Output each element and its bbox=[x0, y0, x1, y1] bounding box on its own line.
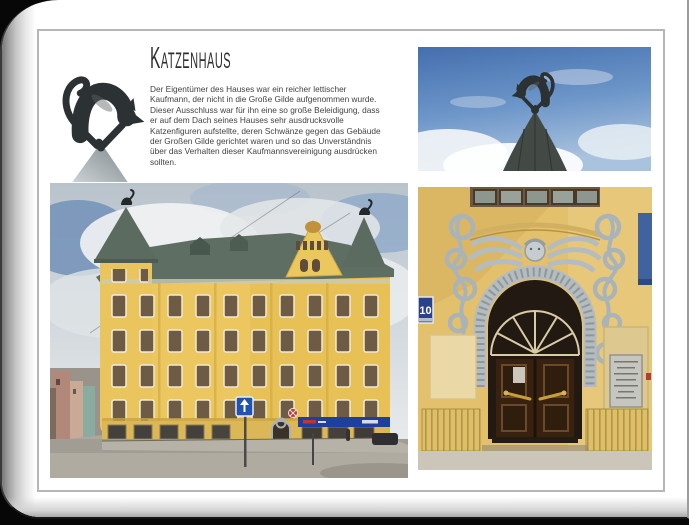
cat-silhouette-icon bbox=[38, 38, 158, 186]
house-number-text: 10 bbox=[419, 305, 432, 317]
article-line: über das Verhalten dieser Kaufmannsvereinigung ausdrücken bbox=[150, 146, 377, 157]
blue-sign-fragment bbox=[638, 213, 652, 285]
article-line: sollten. bbox=[150, 156, 177, 167]
pavement bbox=[418, 451, 652, 470]
info-plaque bbox=[610, 355, 642, 407]
wainscot-left bbox=[422, 409, 480, 451]
article-line: er auf dem Dach seines Hauses sehr ausdrucksvolle bbox=[150, 115, 344, 126]
page-title: Katzenhaus bbox=[150, 40, 232, 75]
parked-car bbox=[372, 433, 398, 445]
article-line: Katzenfiguren aufstellte, deren Schwänze gegen das Gebäude bbox=[150, 125, 381, 136]
entrance-arch bbox=[272, 421, 290, 441]
door-notice bbox=[513, 367, 525, 383]
pedestrian bbox=[346, 429, 350, 441]
article-line: Dieser Ausschluss war für ihn eine so große Beleidigung, dass bbox=[150, 104, 380, 115]
photo-cat-on-spire bbox=[418, 47, 651, 171]
article-body bbox=[150, 84, 412, 167]
entrance bbox=[488, 280, 582, 443]
page-bottom-shadow bbox=[2, 497, 687, 517]
page-curl-edge bbox=[2, 0, 36, 517]
stone-panel-left bbox=[430, 335, 476, 399]
house-number-plaque bbox=[418, 297, 433, 323]
photo-ornate-doorway bbox=[418, 187, 652, 470]
article-line: der Großen Gilde gerichtet waren und so das Unverständnis bbox=[150, 136, 372, 147]
upper-window bbox=[470, 187, 600, 207]
photo-cat-house-building bbox=[50, 183, 408, 478]
wainscot-right bbox=[586, 409, 648, 451]
article-line: Kaufmann, der nicht in die Große Gilde aufgenommen wurde. bbox=[150, 94, 377, 105]
cat-cutout-image bbox=[38, 38, 158, 186]
article-line: Der Eigentümer des Hauses war ein reicher lettischer bbox=[150, 84, 347, 94]
